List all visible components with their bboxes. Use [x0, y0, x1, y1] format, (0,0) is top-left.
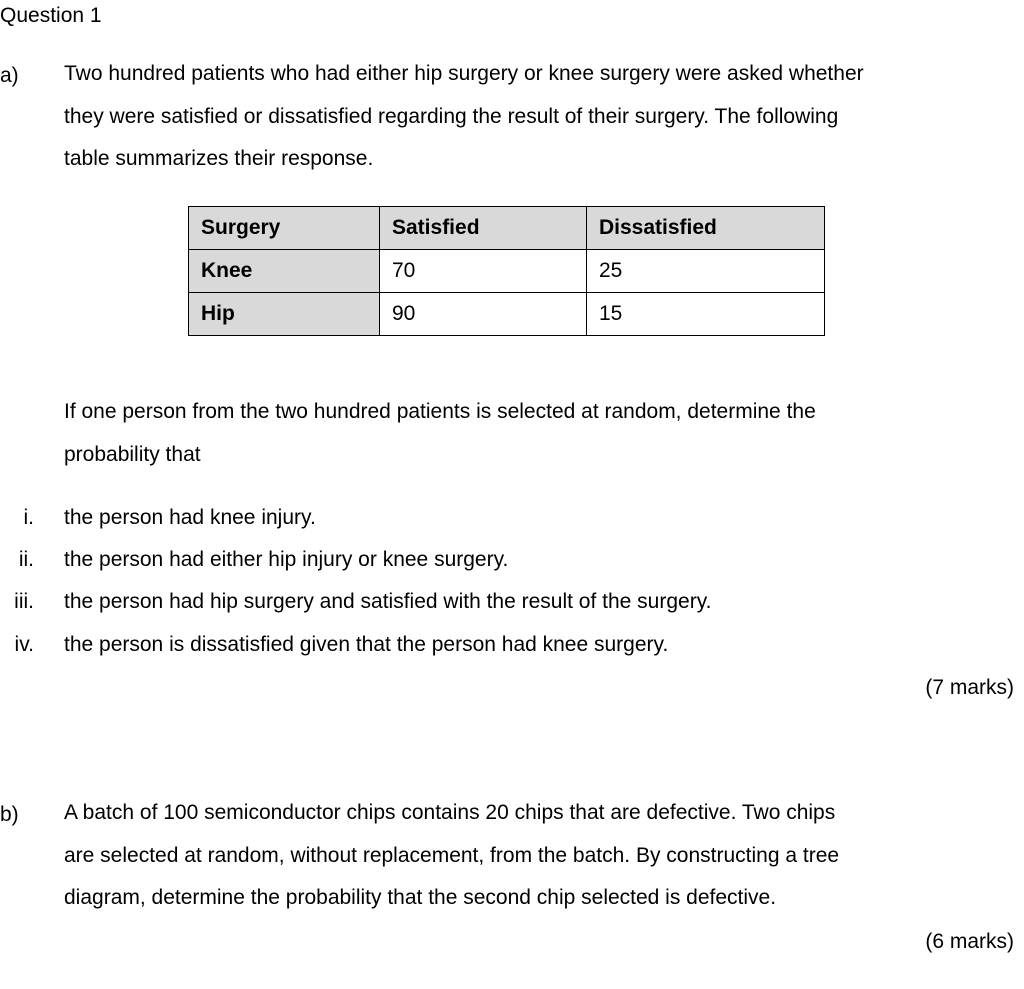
survey-table: [188, 206, 825, 336]
table-cell: 70: [380, 250, 587, 293]
table-cell: 90: [380, 293, 587, 336]
part-a-marks: (7 marks): [925, 676, 1014, 699]
part-a-label: a): [0, 64, 19, 87]
part-a-intro-line: Two hundred patients who had either hip surgery or knee surgery were asked whether: [64, 62, 864, 85]
item-text: the person had knee injury.: [64, 506, 316, 529]
part-b-text: [64, 792, 839, 920]
table-cell: 15: [587, 293, 825, 336]
table-row: [189, 250, 825, 293]
item-number: ii.: [18, 548, 34, 571]
table-row-label: Hip: [189, 293, 380, 336]
item-number: iii.: [14, 590, 34, 613]
table-row-label: Knee: [189, 250, 380, 293]
table-header-dissatisfied: Dissatisfied: [587, 207, 825, 250]
part-a-prompt-line: If one person from the two hundred patients is selected at random, determine the: [64, 400, 816, 423]
item-number: iv.: [14, 633, 34, 656]
item-text: the person is dissatisfied given that the person had knee surgery.: [64, 633, 669, 656]
part-a-intro-line: table summarizes their response.: [64, 147, 374, 170]
table-row: [189, 293, 825, 336]
part-a-intro-line: they were satisfied or dissatisfied regarding the result of their surgery. The following: [64, 104, 839, 128]
table-header-row: [189, 207, 825, 250]
part-b-label: b): [0, 803, 19, 826]
item-text: the person had hip surgery and satisfied with the result of the surgery.: [64, 590, 712, 613]
part-b-line: are selected at random, without replacement, from the batch. By constructing a tree: [64, 843, 840, 867]
part-b-marks: (6 marks): [925, 930, 1014, 953]
part-a-intro: [64, 53, 864, 181]
part-a-prompt-line: probability that: [64, 442, 201, 466]
question-title: Question 1: [0, 4, 102, 27]
table-header-surgery: Surgery: [189, 207, 380, 250]
part-b-line: A batch of 100 semiconductor chips contains 20 chips that are defective. Two chips: [64, 801, 836, 824]
item-number: i.: [23, 506, 34, 529]
part-a-prompt: [64, 391, 816, 476]
item-text: the person had either hip injury or knee surgery.: [64, 548, 509, 571]
table-header-satisfied: Satisfied: [380, 207, 587, 250]
part-b-line: diagram, determine the probability that the second chip selected is defective.: [64, 886, 777, 909]
table-cell: 25: [587, 250, 825, 293]
